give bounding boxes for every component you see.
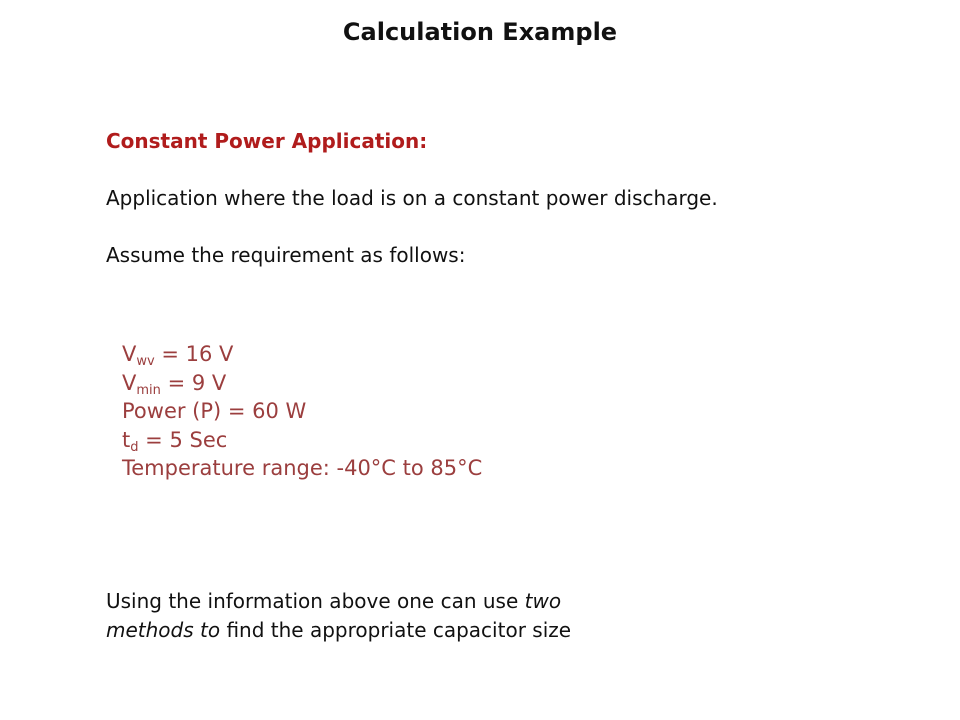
requirements-list [122,340,482,483]
emphasis-two: two [524,589,562,613]
section-heading: Constant Power Application: [106,129,428,153]
emphasis-methods: methods to [106,618,221,642]
requirement-temperature-range: Temperature range: -40°C to 85°C [122,456,483,480]
requirement-power: Power (P) = 60 W [122,399,307,423]
requirement-discharge-time: $t_d = 5$ Sec [122,427,228,455]
slide-title: Calculation Example [342,18,618,46]
assume-text: Assume the requirement as follows: [106,243,466,267]
requirement-voltage-wv: $V_{wv} = 16$ V [122,342,234,369]
intro-text: Application where the load is on a constant power discharge. [106,186,718,210]
closing-text: Using the information above one can use two methods to find the appropriate capacitor size [106,589,572,642]
requirement-voltage-min: $V_{min} = 9$ V [122,370,227,398]
